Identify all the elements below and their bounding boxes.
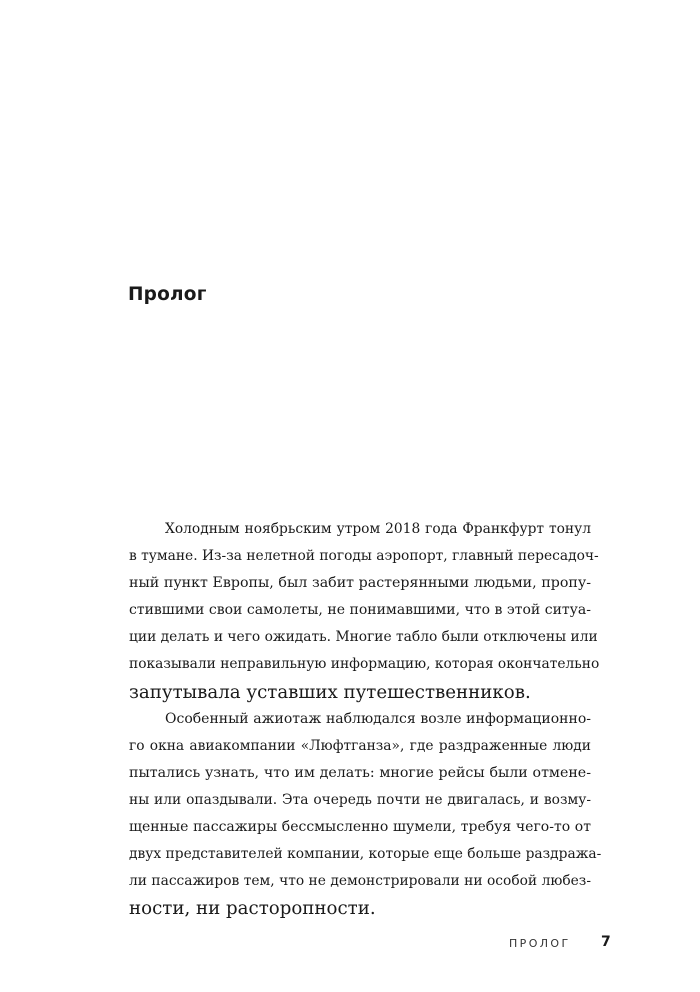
text-line: ны или опаздывали. Эта очередь почти не двигалась, и возму-: [129, 791, 591, 808]
text-line: показывали неправильную информацию, которая окончательно: [129, 656, 600, 673]
running-head: ПРОЛОГ: [509, 937, 571, 950]
text-line: стившими свои самолеты, не понимавшими, что в этой ситуа-: [129, 602, 591, 619]
text-line: запутывала уставших путешественников.: [129, 681, 531, 703]
text-line: ции делать и чего ожидать. Многие табло были отключены или: [129, 629, 598, 646]
text-line: двух представителей компании, которые еще больше раздража-: [129, 846, 602, 863]
text-line: ли пассажиров тем, что не демонстрировали ни особой любез-: [129, 873, 591, 890]
text-line: щенные пассажиры бессмысленно шумели, требуя чего-то от: [129, 819, 591, 836]
text-line: ности, ни расторопности.: [129, 898, 376, 920]
text-line: Особенный ажиотаж наблюдался возле информационно-: [165, 710, 591, 727]
chapter-heading: Пролог: [128, 284, 207, 305]
body-text: [129, 516, 602, 922]
paragraph: [129, 516, 600, 706]
text-line: Холодным ноябрьским утром 2018 года Франкфурт тонул: [165, 521, 591, 537]
text-line: ный пункт Европы, был забит растерянными людьми, пропу-: [129, 575, 591, 592]
paragraph: [129, 706, 602, 923]
page-number: 7: [601, 934, 611, 950]
text-line: пытались узнать, что им делать: многие рейсы были отмене-: [129, 764, 591, 781]
text-line: в тумане. Из-за нелетной погоды аэропорт, главный пересадоч-: [129, 548, 599, 565]
text-line: го окна авиакомпании «Люфтганза», где раздраженные люди: [129, 737, 591, 754]
